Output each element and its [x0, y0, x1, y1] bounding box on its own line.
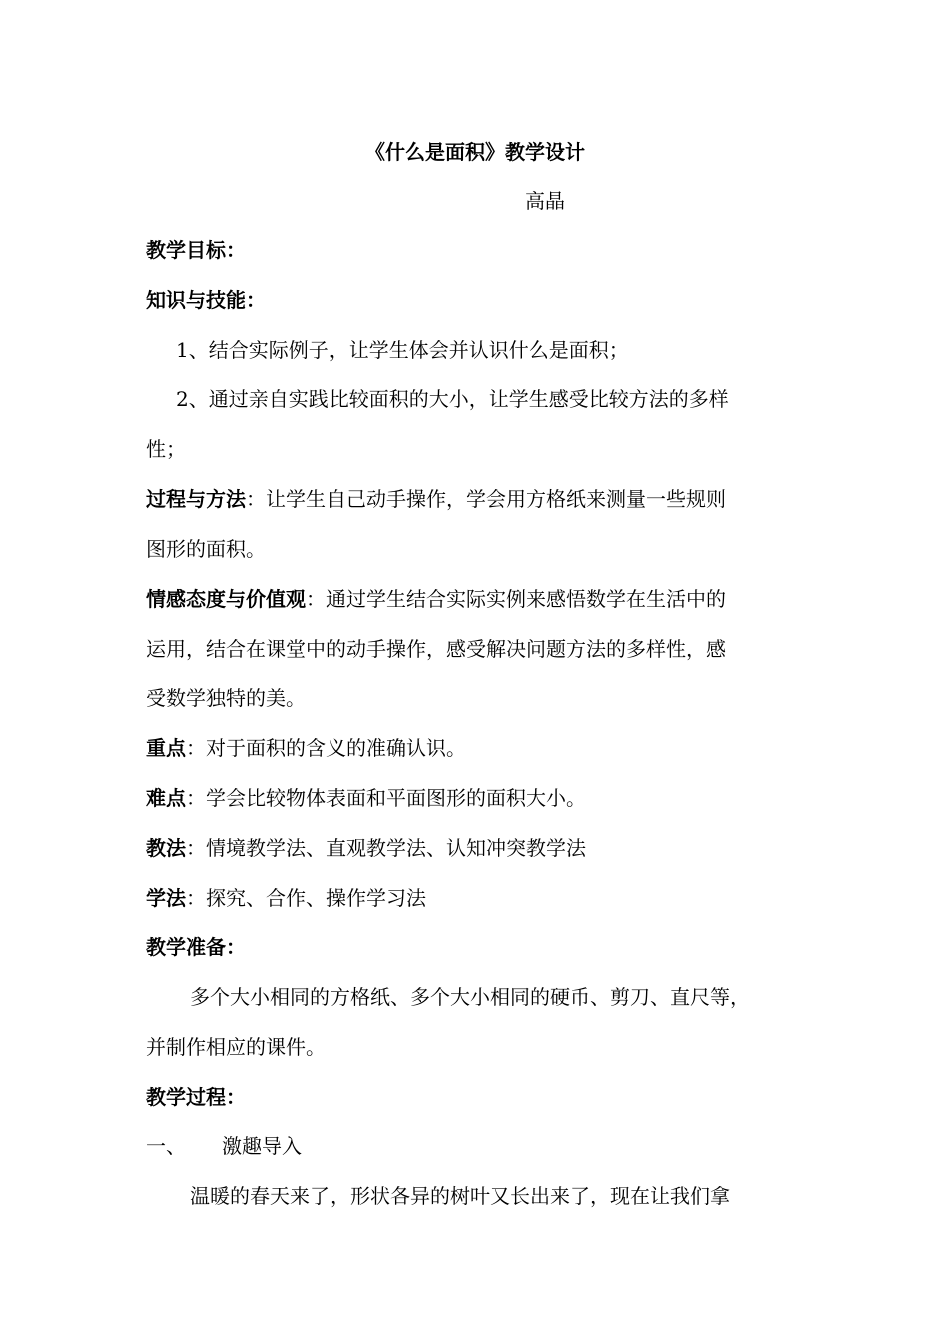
- process-method-text: ：让学生自己动手操作，学会用方格纸来测量一些规则: [246, 487, 726, 511]
- process-heading: 教学过程：: [146, 1085, 246, 1109]
- knowledge-item-1: 1、结合实际例子，让学生体会并认识什么是面积；: [176, 338, 629, 362]
- learning-method-text: ：探究、合作、操作学习法: [186, 886, 426, 910]
- objectives-heading: 教学目标：: [146, 238, 246, 262]
- section-1-heading: [146, 1134, 302, 1158]
- teaching-method-label: 教法: [146, 836, 186, 860]
- difficulty-text: ：学会比较物体表面和平面图形的面积大小。: [186, 786, 586, 810]
- key-point-line: [146, 736, 466, 760]
- preparation-heading: 教学准备：: [146, 935, 246, 959]
- preparation-line-2: 并制作相应的课件。: [146, 1035, 326, 1059]
- emotion-text: ：通过学生结合实际实例来感悟数学在生活中的: [306, 587, 726, 611]
- teaching-method-line: [146, 836, 586, 860]
- document-title: 《什么是面积》教学设计: [365, 140, 585, 164]
- knowledge-heading: 知识与技能：: [146, 288, 266, 312]
- emotion-line-2: 运用，结合在课堂中的动手操作，感受解决问题方法的多样性，感: [146, 637, 726, 661]
- knowledge-item-2-line-1: 2、通过亲自实践比较面积的大小，让学生感受比较方法的多样: [176, 387, 729, 411]
- intro-line-1: 温暖的春天来了，形状各异的树叶又长出来了，现在让我们拿: [190, 1184, 730, 1208]
- learning-method-line: [146, 886, 426, 910]
- section-1-number: 一、: [146, 1134, 186, 1158]
- difficulty-line: [146, 786, 586, 810]
- emotion-line-3: 受数学独特的美。: [146, 686, 306, 710]
- emotion-label: 情感态度与价值观: [146, 587, 306, 611]
- section-1-title: 激趣导入: [222, 1134, 302, 1158]
- process-method-label: 过程与方法: [146, 487, 246, 511]
- emotion-line-1: [146, 587, 726, 611]
- difficulty-label: 难点: [146, 786, 186, 810]
- document-author: 高晶: [525, 189, 565, 213]
- learning-method-label: 学法: [146, 886, 186, 910]
- key-point-text: ：对于面积的含义的准确认识。: [186, 736, 466, 760]
- process-method-line-1: [146, 487, 726, 511]
- preparation-line-1: 多个大小相同的方格纸、多个大小相同的硬币、剪刀、直尺等，: [190, 985, 750, 1009]
- key-point-label: 重点: [146, 736, 186, 760]
- teaching-method-text: ：情境教学法、直观教学法、认知冲突教学法: [186, 836, 586, 860]
- process-method-line-2: 图形的面积。: [146, 537, 266, 561]
- knowledge-item-2-line-2: 性；: [146, 437, 186, 461]
